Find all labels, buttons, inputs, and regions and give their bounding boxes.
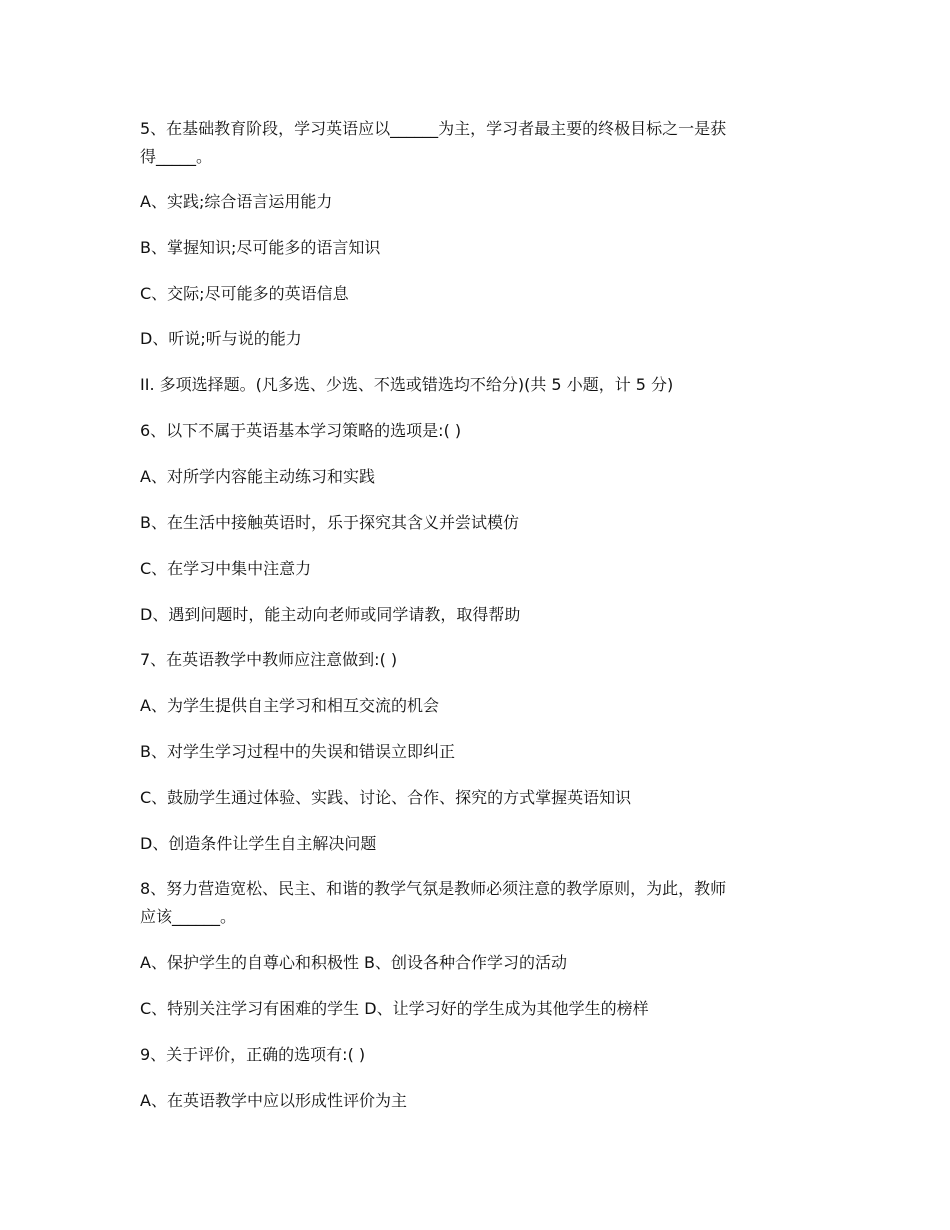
question-8-line-1: 8、努力营造宽松、民主、和谐的教学气氛是教师必须注意的教学原则，为此，教师 [140, 879, 727, 898]
question-5-line-1: 5、在基础教育阶段，学习英语应以______为主，学习者最主要的终极目标之一是获 [140, 119, 727, 138]
question-7-option-b: B、对学生学习过程中的失误和错误立即纠正 [140, 742, 455, 761]
question-5-option-d: D、听说;听与说的能力 [140, 329, 302, 348]
question-8-line-2: 应该______。 [140, 907, 237, 926]
question-6-option-b: B、在生活中接触英语时，乐于探究其含义并尝试模仿 [140, 513, 519, 532]
question-5-option-c: C、交际;尽可能多的英语信息 [140, 284, 349, 303]
question-8-options-ab: A、保护学生的自尊心和积极性 B、创设各种合作学习的活动 [140, 953, 568, 972]
question-6-option-c: C、在学习中集中注意力 [140, 559, 312, 578]
question-5-option-a: A、实践;综合语言运用能力 [140, 192, 333, 211]
question-7-stem: 7、在英语教学中教师应注意做到:( ) [140, 650, 398, 669]
question-5-option-b: B、掌握知识;尽可能多的语言知识 [140, 238, 381, 257]
question-6-option-a: A、对所学内容能主动练习和实践 [140, 467, 375, 486]
section-heading: II. 多项选择题。(凡多选、少选、不选或错选均不给分)(共 5 小题，计 5 分) [140, 375, 674, 394]
question-7-option-c: C、鼓励学生通过体验、实践、讨论、合作、探究的方式掌握英语知识 [140, 788, 632, 807]
question-6-option-d: D、遇到问题时，能主动向老师或同学请教，取得帮助 [140, 605, 521, 624]
question-9-stem: 9、关于评价，正确的选项有:( ) [140, 1045, 366, 1064]
question-7-option-d: D、创造条件让学生自主解决问题 [140, 834, 377, 853]
question-9-option-a: A、在英语教学中应以形成性评价为主 [140, 1091, 407, 1110]
question-8-options-cd: C、特别关注学习有困难的学生 D、让学习好的学生成为其他学生的榜样 [140, 999, 649, 1018]
question-5-line-2: 得_____。 [140, 147, 213, 166]
question-7-option-a: A、为学生提供自主学习和相互交流的机会 [140, 696, 439, 715]
question-6-stem: 6、以下不属于英语基本学习策略的选项是:( ) [140, 421, 462, 440]
